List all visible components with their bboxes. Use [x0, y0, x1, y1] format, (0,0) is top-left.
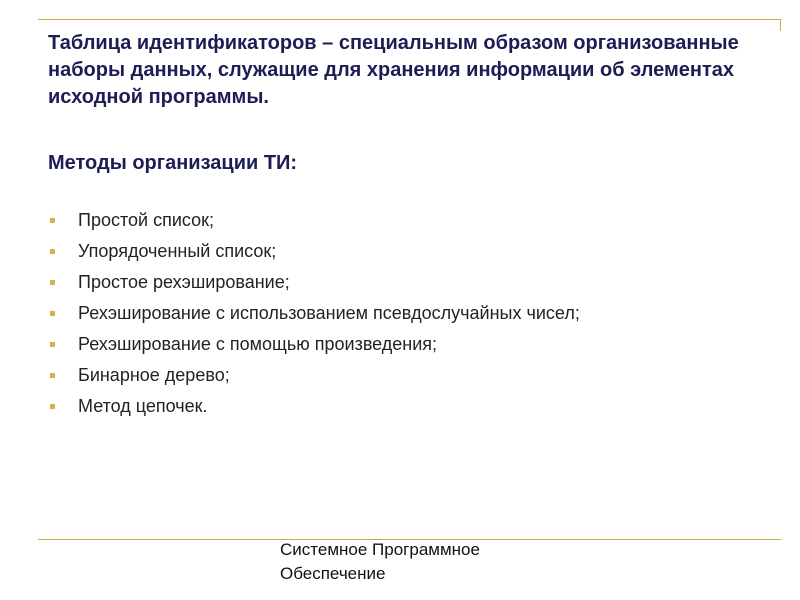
list-item: [48, 205, 580, 236]
footer-line: Обеспечение: [280, 564, 386, 583]
footer-line: Системное Программное: [280, 540, 480, 559]
list-item: [48, 391, 580, 422]
top-divider-corner: [780, 19, 781, 31]
list-item: [48, 267, 580, 298]
methods-list: [48, 205, 580, 422]
slide-subtitle: Методы организации ТИ:: [48, 152, 298, 174]
slide-footer: [280, 538, 540, 586]
square-bullet-icon: [50, 249, 55, 254]
list-item-text: Простой список;: [78, 210, 214, 230]
square-bullet-icon: [50, 311, 55, 316]
list-item: [48, 236, 580, 267]
list-item-text: Упорядоченный список;: [78, 241, 277, 261]
list-item: [48, 360, 580, 391]
square-bullet-icon: [50, 404, 55, 409]
list-item-text: Метод цепочек.: [78, 396, 208, 416]
square-bullet-icon: [50, 280, 55, 285]
square-bullet-icon: [50, 218, 55, 223]
list-item-text: Рехэширование с помощью произведения;: [78, 334, 438, 354]
list-item: [48, 329, 580, 360]
top-divider-line: [38, 19, 781, 20]
list-item: [48, 298, 580, 329]
list-item-text: Рехэширование с использованием псевдослучайных чисел;: [78, 303, 580, 323]
square-bullet-icon: [50, 342, 55, 347]
list-item-text: Простое рехэширование;: [78, 272, 290, 292]
square-bullet-icon: [50, 373, 55, 378]
list-item-text: Бинарное дерево;: [78, 365, 230, 385]
slide-title: Таблица идентификаторов – специальным образом организованные наборы данных, служащие для хранения информации об элементах исходной программы.: [48, 32, 739, 108]
